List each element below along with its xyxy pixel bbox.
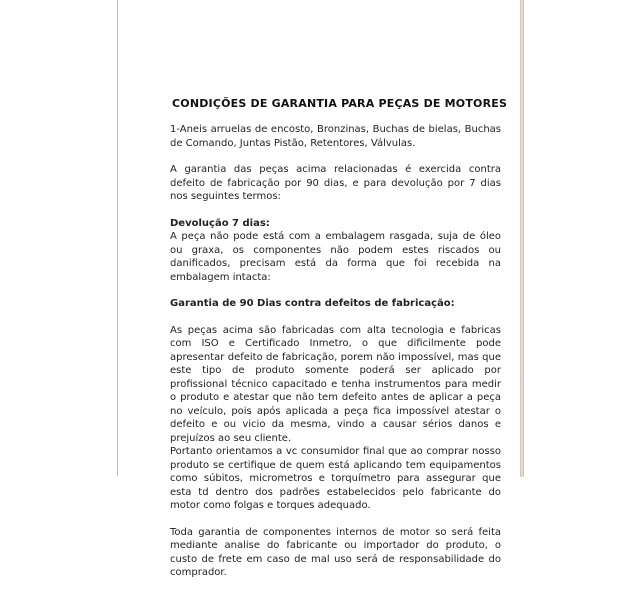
intro-paragraph: A garantia das peças acima relacionadas é exercida contra defeito de fabricação por 90 dias, e para devolução por 7 dias nos seguintes termos: — [170, 164, 501, 202]
page-right-edge — [520, 0, 524, 477]
return-policy-heading: Devolução 7 dias: — [170, 217, 270, 229]
parts-list-paragraph: 1-Aneis arruelas de encosto, Bronzinas, Buchas de bielas, Buchas de Comando, Juntas Pistão, Retentores, Válvulas. — [170, 124, 501, 149]
page-left-edge — [117, 0, 118, 476]
document-page — [170, 96, 508, 593]
warranty-heading: Garantia de 90 Dias contra defeitos de fabricação: — [170, 298, 455, 309]
return-policy-paragraph: A peça não pode está com a embalagem rasgada, suja de óleo ou graxa, os componentes não podem estes riscados ou danificados, precisam está da forma que foi recebida na embalagem intacta: — [170, 231, 501, 283]
page-title: CONDIÇÕES DE GARANTIA PARA PEÇAS DE MOTORES — [172, 97, 508, 110]
footer-note-paragraph: Toda garantia de componentes internos de motor so será feita mediante analise do fabricante ou importador do produto, o custo de frete em caso de mal uso será de responsabilidade do comprador. — [170, 526, 501, 578]
warranty-paragraph-2: Portanto orientamos a vc consumidor final que ao comprar nosso produto se certifique de quem está aplicando tem equipamentos como súbitos, micrometros e torquímetro para assegurar que esta td dentro dos padrões estabelecidos pelo fabricante do motor como folgas e torques adequado. — [170, 446, 501, 511]
warranty-paragraph-1: As peças acima são fabricadas com alta tecnologia e fabricas com ISO e Certificado Inmetro, o que dificilmente pode apresentar defeito de fabricação, porem não impossível, mas que este tipo de produto somente poderá ser aplicado por profissional técnico capacitado e tenha instrumentos para medir o produto e atestar que não tem defeito antes de aplicar a peça no veículo, pois após aplicada a peça fica impossível atestar o defeito e ou vicio da mesma, vindo a causar sérios danos e prejuízos ao seu cliente. — [170, 324, 501, 444]
